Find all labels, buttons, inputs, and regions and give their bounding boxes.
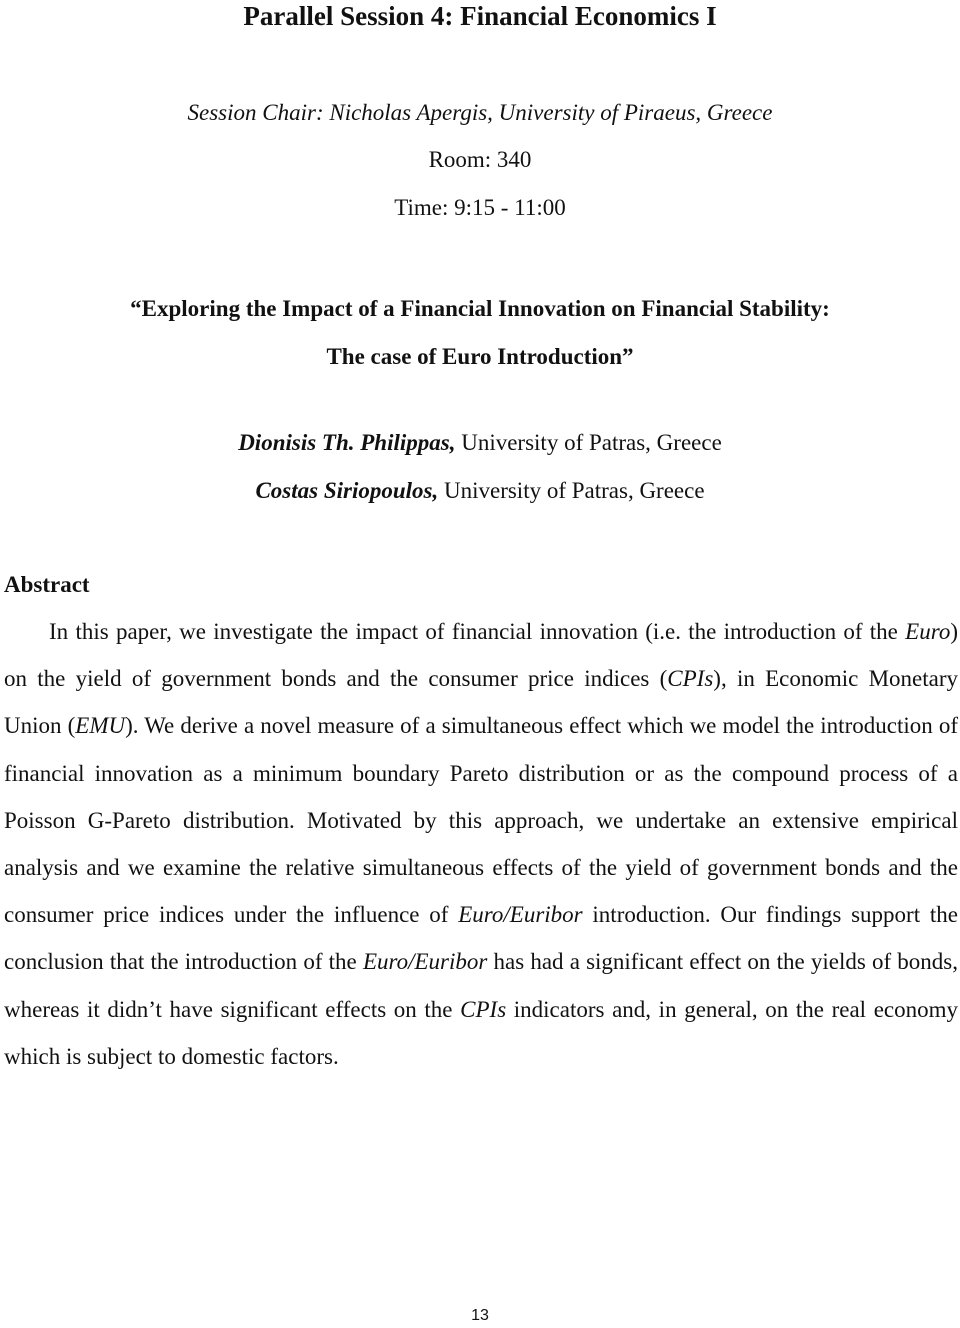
author-affiliation: University of Patras, Greece (455, 430, 722, 455)
page-number: 13 (471, 1307, 489, 1324)
abstract-text: ), in Economic Monetary Union ( (4, 666, 958, 739)
abstract-body (4, 608, 958, 1080)
paper-title-line-1: “Exploring the Impact of a Financial Innovation on Financial Stability: (130, 296, 830, 321)
author-line (0, 476, 960, 506)
session-title: Parallel Session 4: Financial Economics I (243, 1, 717, 31)
abstract-text: indicators and, in general, on the real economy which is subject to domestic factors. (4, 996, 958, 1069)
author-name: Dionisis Th. Philippas, (238, 430, 456, 455)
abstract-italic-term: CPIs (460, 996, 507, 1022)
session-chair: Session Chair: Nicholas Apergis, University of Piraeus, Greece (187, 100, 773, 125)
abstract-italic-term: Euro (905, 619, 951, 644)
room-info: Room: 340 (428, 147, 532, 172)
abstract-text: has had a significant effect on the yields of bonds, whereas it didn’t have significant effects on the (4, 949, 958, 1022)
author-line (0, 428, 960, 458)
author-name: Costas Siriopoulos, (255, 478, 439, 503)
time-info: Time: 9:15 - 11:00 (394, 195, 566, 220)
paper-title (0, 285, 960, 381)
abstract-text: ) on the yield of government bonds and the consumer price indices ( (4, 619, 958, 692)
abstract-text: In this paper, we investigate the impact of financial innovation (i.e. the introduction of the (49, 619, 906, 644)
author-affiliation: University of Patras, Greece (438, 478, 705, 503)
abstract-text: introduction. Our findings support the conclusion that the introduction of the (4, 902, 958, 975)
abstract-italic-term: CPIs (667, 666, 714, 692)
paper-title-line-2: The case of Euro Introduction” (326, 344, 634, 369)
abstract-italic-term: EMU (75, 713, 126, 739)
abstract-heading: Abstract (4, 572, 90, 597)
abstract-italic-term: Euro/Euribor (362, 949, 488, 975)
abstract-text: ). We derive a novel measure of a simultaneous effect which we model the introduction of financial innovation as a minimum boundary Pareto distribution or as the compound process of a Poisson G-Pareto distribution. Motivated by this approach, we undertake an extensive empirical analysis and we examine the relative simultaneous effects of the yield of government bonds and the consumer price indices under the influence of (4, 713, 958, 928)
abstract-italic-term: Euro/Euribor (458, 902, 583, 928)
